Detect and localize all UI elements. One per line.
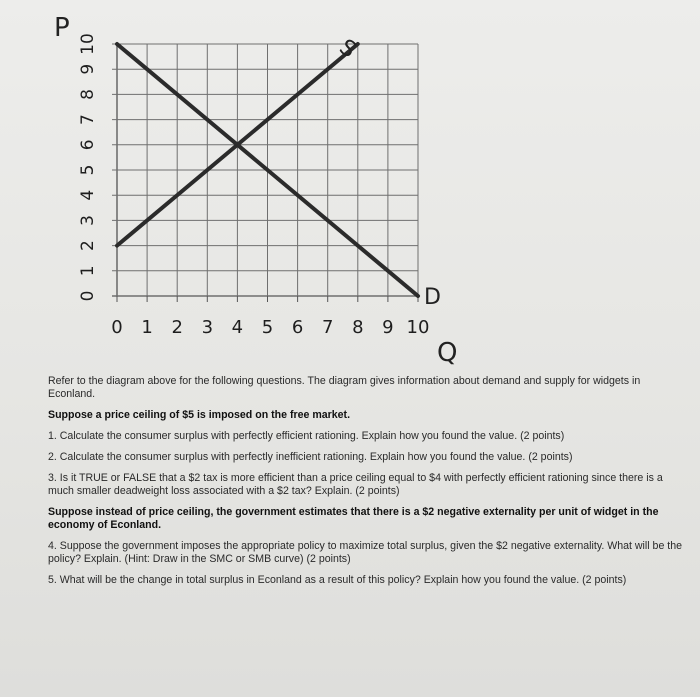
chart-series xyxy=(117,35,441,310)
y-tick-label: 5 xyxy=(78,164,98,176)
y-tick-label: 2 xyxy=(78,240,98,252)
x-tick-label: 1 xyxy=(141,317,153,338)
x-tick-label: 0 xyxy=(111,317,123,338)
y-tick-label: 9 xyxy=(78,63,98,75)
x-axis-ticks xyxy=(111,317,429,338)
y-tick-label: 8 xyxy=(78,88,98,100)
x-tick-label: 5 xyxy=(261,317,274,338)
x-tick-label: 6 xyxy=(291,317,304,338)
y-tick-label: 1 xyxy=(78,265,98,277)
demand-label: D xyxy=(424,285,441,310)
x-tick-label: 4 xyxy=(231,317,244,338)
question-4: 4. Suppose the government imposes the appropriate policy to maximize total surplus, given the $2 negative externality. What will be the policy? Explain. (Hint: Draw in the SMC or SMB curve) (2 points) xyxy=(48,540,683,565)
y-tick-label: 10 xyxy=(78,33,98,55)
x-tick-label: 9 xyxy=(382,317,394,338)
x-axis-label: Q xyxy=(437,338,458,368)
y-axis-label: P xyxy=(54,13,70,43)
section-heading-price-ceiling: Suppose a price ceiling of $5 is imposed on the free market. xyxy=(48,409,351,421)
question-3: 3. Is it TRUE or FALSE that a $2 tax is more efficient than a price ceiling equal to $4 with perfectly efficient rationing since there is a much smaller deadweight loss associated with a $2 tax? Explain. (2 points) xyxy=(48,472,663,497)
y-tick-label: 3 xyxy=(78,214,98,226)
x-tick-label: 8 xyxy=(352,317,364,338)
question-2: 2. Calculate the consumer surplus with perfectly inefficient rationing. Explain how you found the value. (2 points) xyxy=(48,451,573,463)
supply-label: S xyxy=(334,34,361,64)
x-tick-label: 7 xyxy=(321,317,334,338)
section-heading-externality: Suppose instead of price ceiling, the government estimates that there is a $2 negative externality per unit of widget in the economy of Econland. xyxy=(48,506,659,531)
chart-grid xyxy=(112,44,418,302)
x-tick-label: 3 xyxy=(201,317,214,338)
y-axis-ticks xyxy=(78,33,98,301)
question-1: 1. Calculate the consumer surplus with perfectly efficient rationing. Explain how you found the value. (2 points) xyxy=(48,430,565,442)
x-tick-label: 2 xyxy=(171,317,183,338)
question-5: 5. What will be the change in total surplus in Econland as a result of this policy? Explain how you found the value. (2 points) xyxy=(48,574,627,586)
y-tick-label: 4 xyxy=(78,189,98,201)
y-tick-label: 6 xyxy=(78,139,98,151)
intro-text: Refer to the diagram above for the following questions. The diagram gives information about demand and supply for widgets in Econland. xyxy=(48,375,641,400)
y-tick-label: 0 xyxy=(78,290,98,302)
question-text xyxy=(48,375,688,595)
y-tick-label: 7 xyxy=(78,114,99,126)
x-tick-label: 10 xyxy=(406,317,430,338)
